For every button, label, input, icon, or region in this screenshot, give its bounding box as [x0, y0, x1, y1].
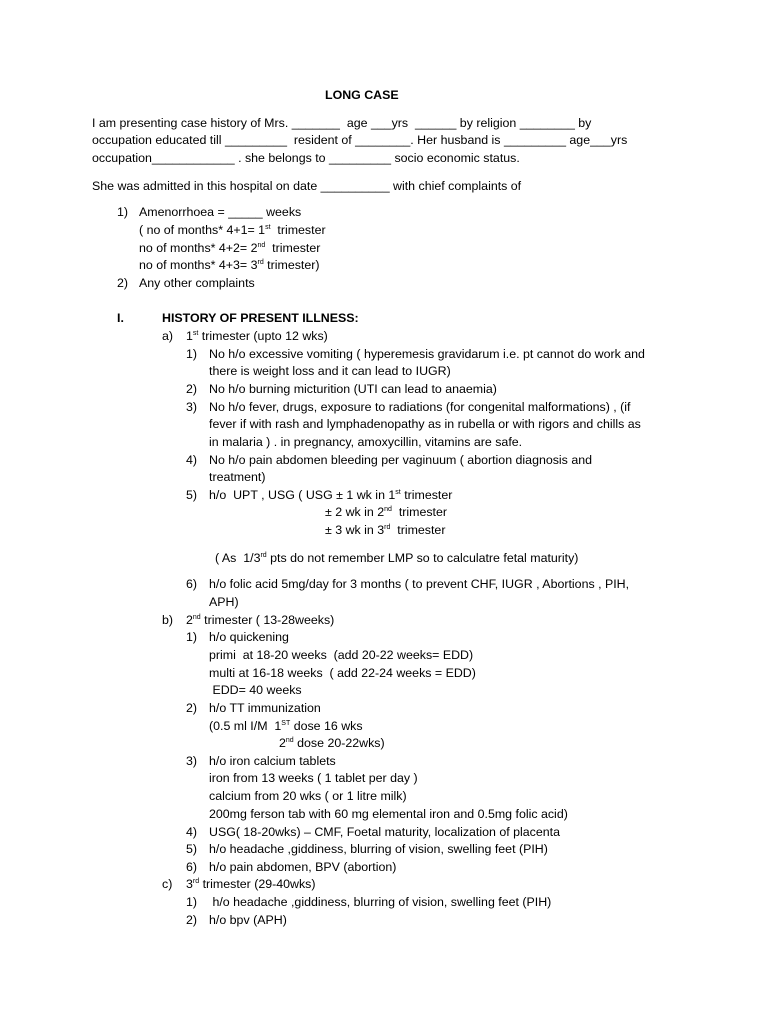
section-numeral: I. — [117, 311, 124, 325]
list-item-text: 200mg ferson tab with 60 mg elemental iron and 0.5mg folic acid) — [209, 807, 568, 821]
list-number: 1) — [186, 630, 198, 644]
list-item-text: ± 3 wk in 3rd trimester — [325, 523, 446, 537]
subsection-letter: b) — [162, 613, 174, 627]
list-number: 1) — [186, 895, 198, 909]
list-item-text: h/o folic acid 5mg/day for 3 months ( to prevent CHF, IUGR , Abortions , PIH, — [209, 577, 630, 591]
list-item-text: (0.5 ml I/M 1ST dose 16 wks — [209, 719, 363, 733]
list-item-text: fever if with rash and lymphadenopathy as in rubella or with rigors and chills as — [209, 417, 641, 431]
list-number: 4) — [186, 453, 198, 467]
admission-line: She was admitted in this hospital on date __________ with chief complaints of — [92, 179, 522, 193]
subsection-heading: 1st trimester (upto 12 wks) — [186, 329, 328, 343]
note-text: ( As 1/3rd pts do not remember LMP so to calculatre fetal maturity) — [215, 551, 579, 565]
intro-line: occupation educated till _________ resident of ________. Her husband is _________ age___yrs — [92, 133, 628, 147]
list-number: 2) — [186, 913, 198, 927]
list-item-text: h/o headache ,giddiness, blurring of vision, swelling feet (PIH) — [209, 895, 552, 909]
list-item-text: h/o quickening — [209, 630, 289, 644]
list-item-text: in malaria ) . in pregnancy, amoxycillin, vitamins are safe. — [209, 435, 523, 449]
list-number: 3) — [186, 400, 198, 414]
list-item-text: multi at 16-18 weeks ( add 22-24 weeks = EDD) — [209, 666, 476, 680]
complaint-other: Any other complaints — [139, 276, 255, 290]
list-item-text: APH) — [209, 595, 239, 609]
subsection-heading: 3rd trimester (29-40wks) — [186, 877, 316, 891]
list-item-text: No h/o pain abdomen bleeding per vaginuum ( abortion diagnosis and — [209, 453, 592, 467]
document-title: LONG CASE — [325, 88, 399, 102]
list-item-text: USG( 18-20wks) – CMF, Foetal maturity, localization of placenta — [209, 825, 560, 839]
subsection-letter: a) — [162, 329, 174, 343]
list-item-text: h/o headache ,giddiness, blurring of vision, swelling feet (PIH) — [209, 842, 548, 856]
list-item-text: treatment) — [209, 470, 266, 484]
intro-line: occupation____________ . she belongs to _________ socio economic status. — [92, 151, 520, 165]
section-heading: HISTORY OF PRESENT ILLNESS: — [162, 311, 359, 325]
list-number: 5) — [186, 842, 198, 856]
list-number: 2) — [186, 701, 198, 715]
list-item-text: h/o bpv (APH) — [209, 913, 287, 927]
list-item-text: primi at 18-20 weeks (add 20-22 weeks= EDD) — [209, 648, 474, 662]
list-item-text: h/o TT immunization — [209, 701, 321, 715]
list-number: 5) — [186, 488, 198, 502]
list-number: 3) — [186, 754, 198, 768]
list-number: 1) — [186, 347, 198, 361]
list-item-text: ± 2 wk in 2nd trimester — [325, 505, 448, 519]
list-item-text: there is weight loss and it can lead to IUGR) — [209, 364, 451, 378]
list-item-text: h/o iron calcium tablets — [209, 754, 336, 768]
list-item-text: h/o pain abdomen, BPV (abortion) — [209, 860, 397, 874]
intro-line: I am presenting case history of Mrs. _______ age ___yrs ______ by religion ________ by — [92, 116, 592, 130]
list-item-text: h/o UPT , USG ( USG ± 1 wk in 1st trimester — [209, 488, 453, 502]
list-item-text: 2nd dose 20-22wks) — [279, 736, 385, 750]
list-number: 4) — [186, 825, 198, 839]
complaint-formula: ( no of months* 4+1= 1st trimester — [139, 223, 326, 237]
complaint-amenorrhoea: Amenorrhoea = _____ weeks — [139, 205, 302, 219]
list-item-text: EDD= 40 weeks — [209, 683, 302, 697]
list-item-text: calcium from 20 wks ( or 1 litre milk) — [209, 789, 407, 803]
list-item-text: No h/o fever, drugs, exposure to radiations (for congenital malformations) , (if — [209, 400, 631, 414]
subsection-heading: 2nd trimester ( 13-28weeks) — [186, 613, 335, 627]
list-number: 6) — [186, 577, 198, 591]
list-number: 2) — [117, 276, 129, 290]
complaint-formula: no of months* 4+3= 3rd trimester) — [139, 258, 320, 272]
complaint-formula: no of months* 4+2= 2nd trimester — [139, 241, 321, 255]
list-number: 6) — [186, 860, 198, 874]
list-number: 1) — [117, 205, 129, 219]
list-item-text: No h/o burning micturition (UTI can lead to anaemia) — [209, 382, 497, 396]
list-number: 2) — [186, 382, 198, 396]
subsection-letter: c) — [162, 877, 173, 891]
list-item-text: No h/o excessive vomiting ( hyperemesis gravidarum i.e. pt cannot do work and — [209, 347, 645, 361]
list-item-text: iron from 13 weeks ( 1 tablet per day ) — [209, 771, 418, 785]
